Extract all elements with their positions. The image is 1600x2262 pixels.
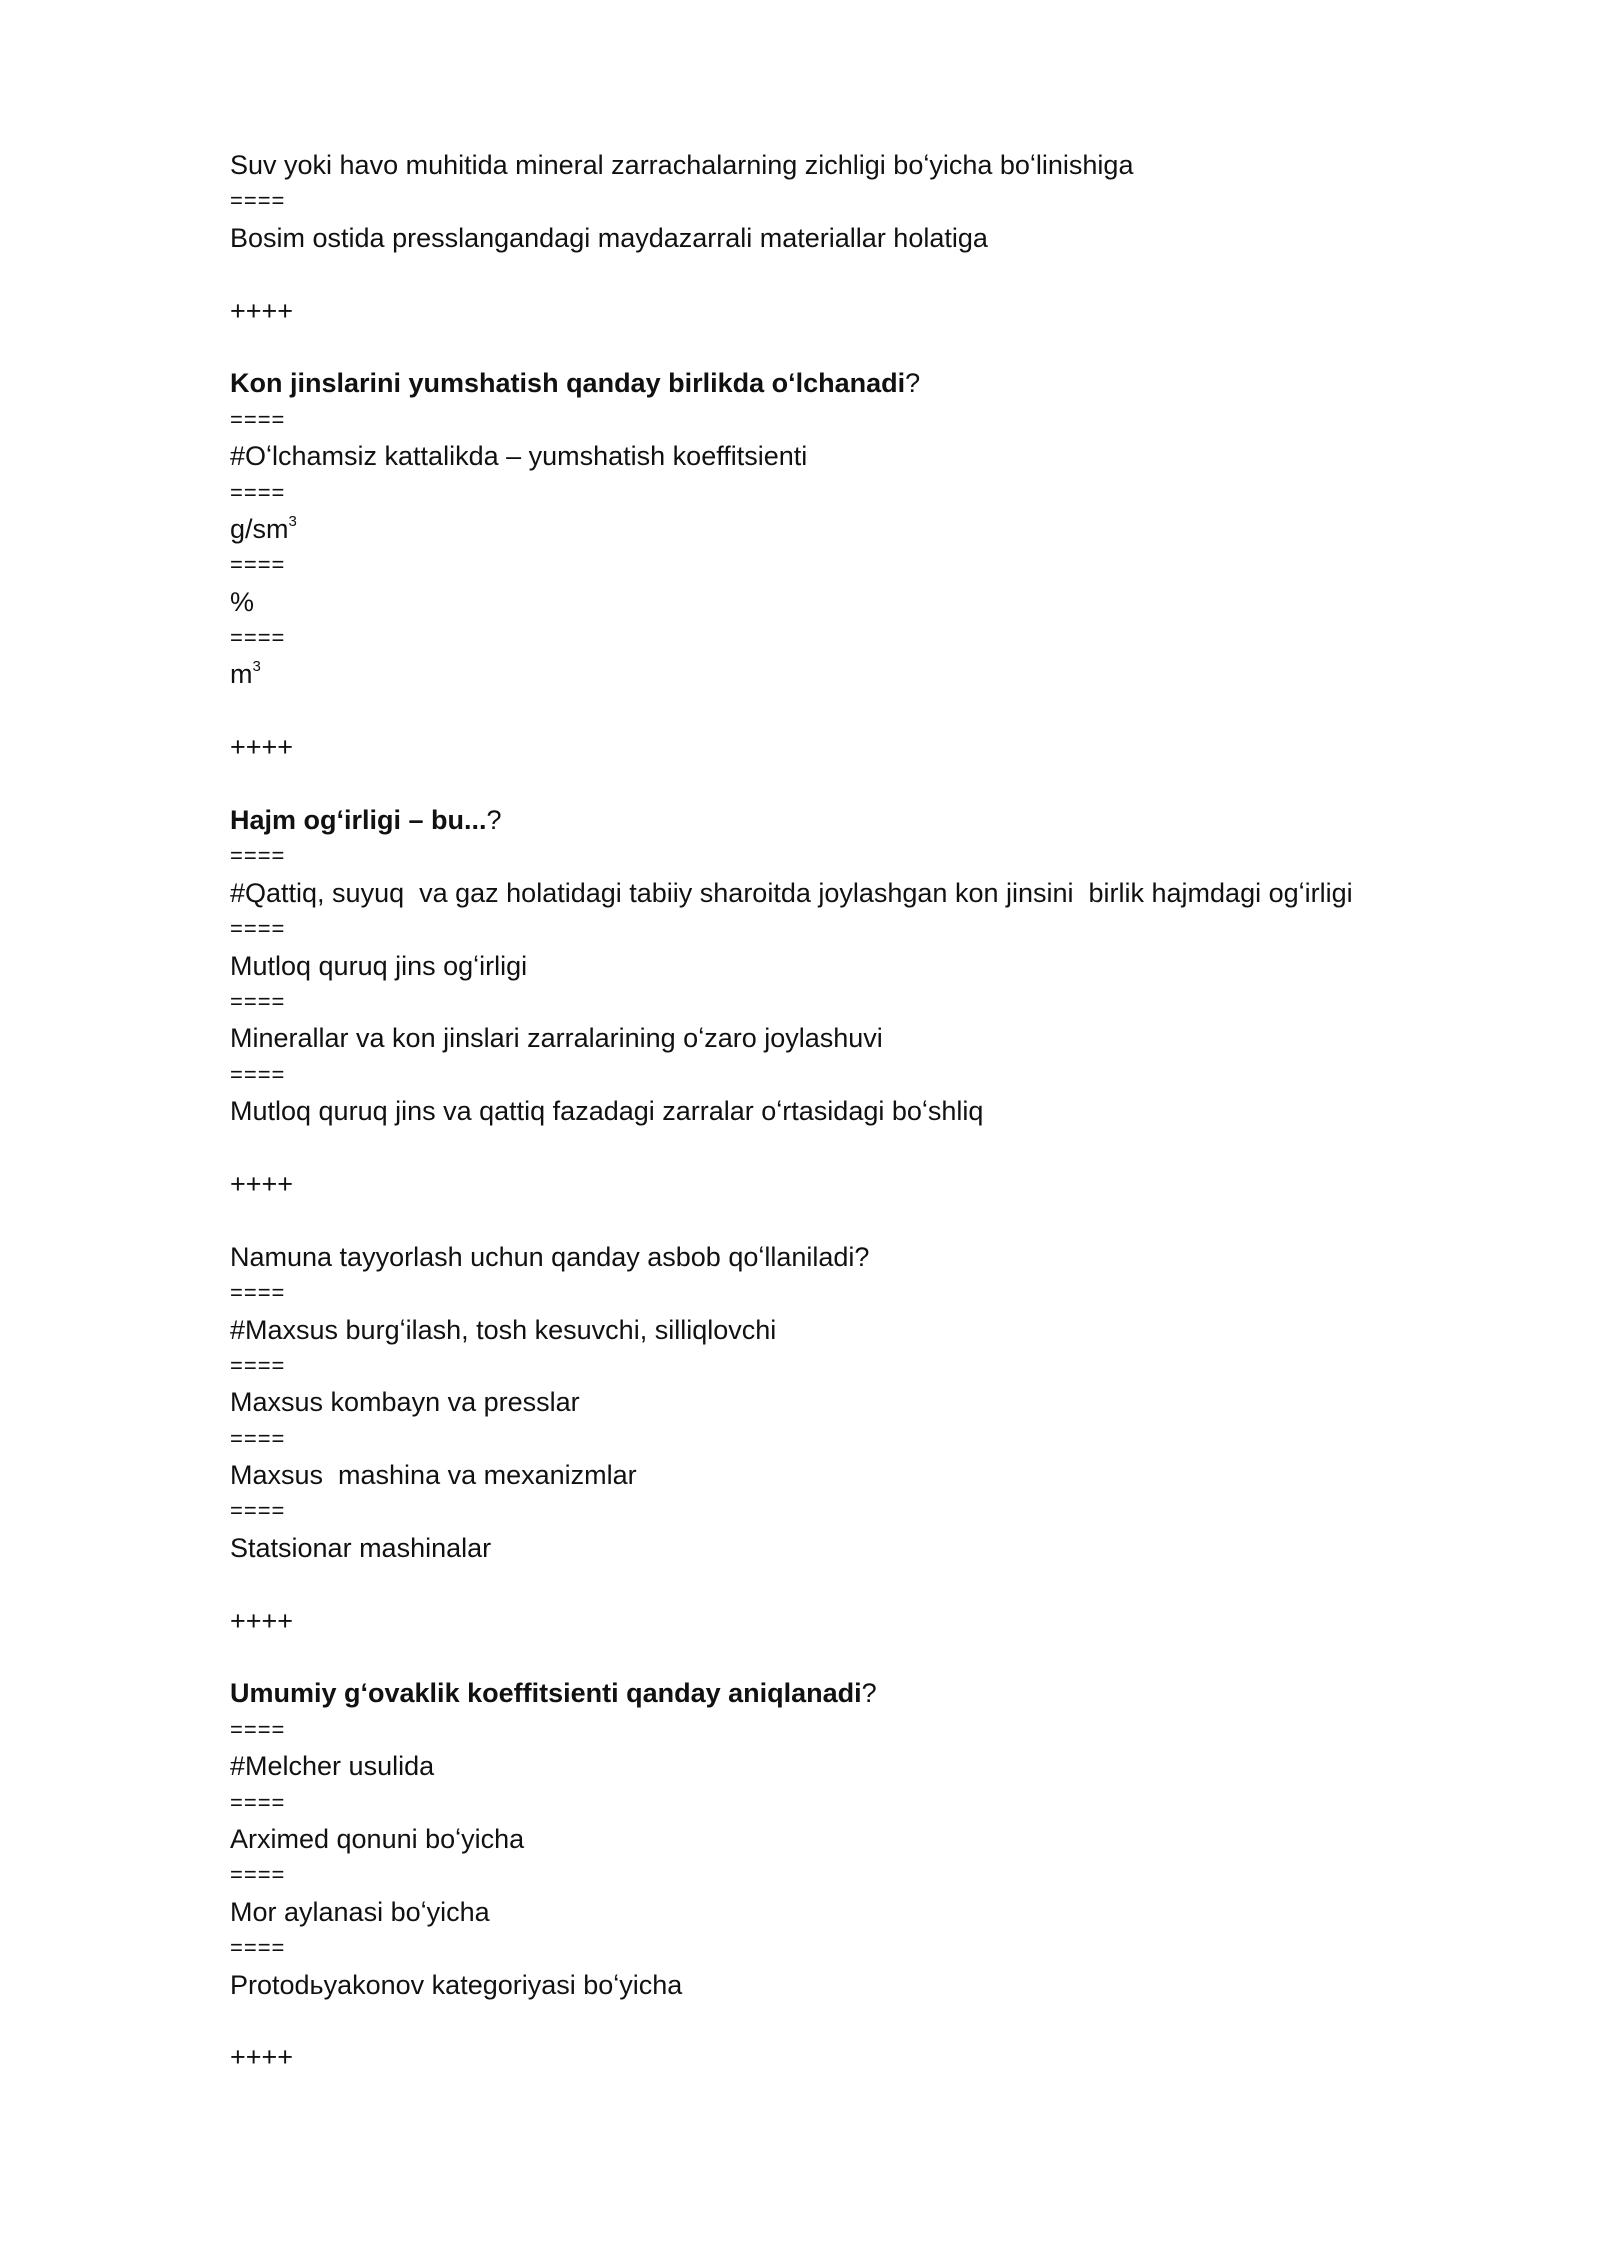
superscript: 3 [288,512,297,530]
option-text: #Maxsus burgʻilash, tosh kesuvchi, silliqlovchi [230,1314,777,1345]
separator: ==== [230,406,286,432]
separator: ==== [230,188,286,214]
question-text [230,365,1430,401]
superscript: 3 [252,658,261,676]
separator: ==== [230,1498,286,1524]
separator: ==== [230,843,286,869]
question-end-marker: ++++ [230,295,294,326]
separator: ==== [230,479,286,505]
separator: ==== [230,1716,286,1742]
blank-line [230,256,1430,292]
separator: ==== [230,1280,286,1306]
question-text [230,1675,1430,1711]
question-mark: ? [486,805,502,836]
option-text [230,656,1430,692]
option-text: Maxsus kombayn va presslar [230,1387,580,1418]
option-text: Bosim ostida presslangandagi maydazarrali materiallar holatiga [230,222,988,253]
question-bold: Hajm ogʻirligi – bu... [230,805,487,836]
blank-line [230,1202,1430,1238]
blank-line [230,1566,1430,1602]
question-text: Namuna tayyorlash uchun qanday asbob qoʻllaniladi? [230,1241,870,1272]
question-end-marker: ++++ [230,1605,294,1636]
separator: ==== [230,1935,286,1961]
option-text: Mutloq quruq jins va qattiq fazadagi zarralar oʻrtasidagi boʻshliq [230,1096,984,1127]
question-end-marker: ++++ [230,2042,294,2073]
option-text: #Oʻlchamsiz kattalikda – yumshatish koeffitsienti [230,441,808,472]
question-end-marker: ++++ [230,1168,294,1199]
separator: ==== [230,1061,286,1087]
option-text: Statsionar mashinalar [230,1532,492,1563]
option-text [230,511,1430,547]
blank-line [230,1130,1430,1166]
separator: ==== [230,916,286,942]
question-bold: Umumiy gʻovaklik koeffitsienti qanday aniqlanadi [230,1678,862,1709]
question-text [230,802,1430,838]
option-unit: g/sm [230,513,289,544]
option-text: Mor aylanasi boʻyicha [230,1896,490,1927]
option-text: #Qattiq, suyuq va gaz holatidagi tabiiy sharoitda joylashgan kon jinsini birlik hajmdagi ogʻirligi [230,877,1353,908]
blank-line [230,2003,1430,2039]
option-text: Mutloq quruq jins ogʻirligi [230,950,528,981]
option-text: Minerallar va kon jinslari zarralarining oʻzaro joylashuvi [230,1023,883,1054]
option-text: Maxsus mashina va mexanizmlar [230,1460,637,1491]
option-text: Protodьyakonov kategoriyasi boʻyicha [230,1969,683,2000]
blank-line [230,1639,1430,1675]
separator: ==== [230,552,286,578]
option-text: % [230,586,255,617]
option-text: #Melcher usulida [230,1751,435,1782]
separator: ==== [230,625,286,651]
separator: ==== [230,1789,286,1815]
document-page [230,147,1430,2076]
question-end-marker: ++++ [230,732,294,763]
separator: ==== [230,1425,286,1451]
separator: ==== [230,988,286,1014]
option-text: Suv yoki havo muhitida mineral zarrachalarning zichligi boʻyicha boʻlinishiga [230,150,1134,180]
option-text: Arximed qonuni boʻyicha [230,1823,525,1854]
option-unit: m [230,659,253,690]
blank-line [230,329,1430,365]
separator: ==== [230,1352,286,1378]
blank-line [230,766,1430,802]
question-mark: ? [905,368,921,399]
blank-line [230,693,1430,729]
question-bold: Kon jinslarini yumshatish qanday birlikda oʻlchanadi [230,368,906,399]
separator: ==== [230,1862,286,1888]
question-mark: ? [861,1678,877,1709]
